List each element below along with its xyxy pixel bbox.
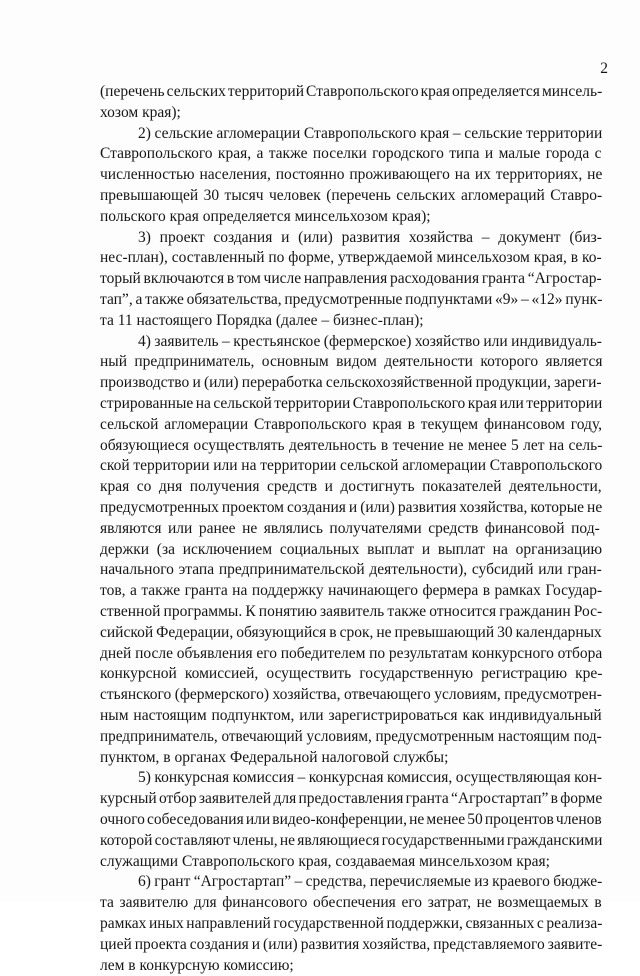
text-line: цией проекта создания и (или) развития хозяйства, представляемого заявите- — [100, 936, 603, 953]
text-line: торый включаются в том числе направления расходования гранта “Агростар- — [100, 270, 602, 287]
text-line: та 11 настоящего Порядка (далее – бизнес-план); — [100, 312, 424, 329]
text-line: лем в конкурсную комиссию; — [100, 957, 294, 974]
text-line: края со дня получения средств и достигнуть показателей деятельности, — [100, 478, 602, 495]
text-line: держки (за исключением социальных выплат и выплат на организацию — [100, 541, 603, 558]
text-line: Ставропольского края, а также поселки городского типа и малые города с — [100, 145, 602, 162]
text-line: служащими Ставропольского края, создаваемая минсельхозом края; — [100, 853, 550, 870]
text-line: предусмотренных проектом создания и (или) развития хозяйства, которые не — [100, 499, 603, 516]
text-line: 2) сельские агломерации Ставропольского края – сельские территории — [138, 125, 603, 142]
text-line: та заявителю для финансового обеспечения его затрат, не возмещаемых в — [100, 894, 602, 911]
text-line: курсный отбор заявителей для предоставления гранта “Агростартап” в форме — [100, 790, 603, 807]
page-number: 2 — [600, 60, 608, 77]
text-line: ской территории или на территории сельской агломерации Ставропольского — [100, 457, 603, 474]
text-line: польского края определяется минсельхозом края); — [100, 208, 431, 225]
text-line: ным настоящим подпунктом, или зарегистрироваться как индивидуальный — [100, 707, 602, 724]
text-line: 5) конкурсная комиссия – конкурсная комиссия, осуществляющая кон- — [138, 769, 603, 786]
text-line: тов, а также гранта на поддержку начинающего фермера в рамках Государ- — [100, 582, 603, 599]
text-line: являются или ранее не являлись получателями средств финансовой под- — [100, 520, 600, 537]
text-line: производство и (или) переработка сельскохозяйственной продукции, зареги- — [100, 374, 602, 391]
text-line: численностью населения, постоянно проживающего на их территориях, не — [100, 166, 603, 183]
text-line: пунктом, в органах Федеральной налоговой службы; — [100, 749, 449, 766]
text-line: рамках иных направлений государственной поддержки, связанных с реализа- — [100, 915, 603, 932]
text-line: дней после объявления его победителем по результатам конкурсного отбора — [100, 645, 603, 662]
text-line: начального этапа предпринимательской деятельности), субсидий или гран- — [100, 561, 602, 578]
text-line: 4) заявитель – крестьянское (фермерское) хозяйство или индивидуаль- — [138, 333, 602, 350]
text-line: ный предприниматель, основным видом деятельности которого является — [100, 353, 603, 370]
text-line: хозом края); — [100, 104, 181, 121]
text-line: нес-план), составленный по форме, утверждаемой минсельхозом края, в ко- — [100, 249, 602, 266]
text-line: тап”, а также обязательства, предусмотренные подпунктами «9» – «12» пунк- — [100, 291, 603, 308]
text-line: очного собеседования или видео-конференции, не менее 50 процентов членов — [100, 811, 602, 828]
text-line: стрированные на сельской территории Ставропольского края или территории — [100, 395, 603, 412]
text-line: конкурсной комиссией, осуществить государственную регистрацию кре- — [100, 665, 603, 682]
text-line: (перечень сельских территорий Ставропольского края определяется минсель- — [100, 83, 603, 100]
text-line: стьянского (фермерского) хозяйства, отвечающего условиям, предусмотрен- — [100, 686, 602, 703]
text-line: 6) грант “Агростартап” – средства, перечисляемые из краевого бюдже- — [138, 873, 603, 890]
text-line: предприниматель, отвечающий условиям, предусмотренным настоящим под- — [100, 728, 602, 745]
text-line: сийской Федерации, обязующийся в срок, не превышающий 30 календарных — [100, 624, 602, 641]
text-line: обязующиеся осуществлять деятельность в течение не менее 5 лет на сель- — [100, 437, 603, 454]
text-line: сельской агломерации Ставропольского края в текущем финансовом году, — [100, 416, 603, 433]
text-line: которой составляют члены, не являющиеся государственными гражданскими — [100, 832, 603, 849]
text-line: 3) проект создания и (или) развития хозяйства – документ (биз- — [138, 229, 602, 246]
text-line: превышающей 30 тысяч человек (перечень сельских агломераций Ставро- — [100, 187, 603, 204]
text-line: ственной программы. К понятию заявитель также относится гражданин Рос- — [100, 603, 603, 620]
